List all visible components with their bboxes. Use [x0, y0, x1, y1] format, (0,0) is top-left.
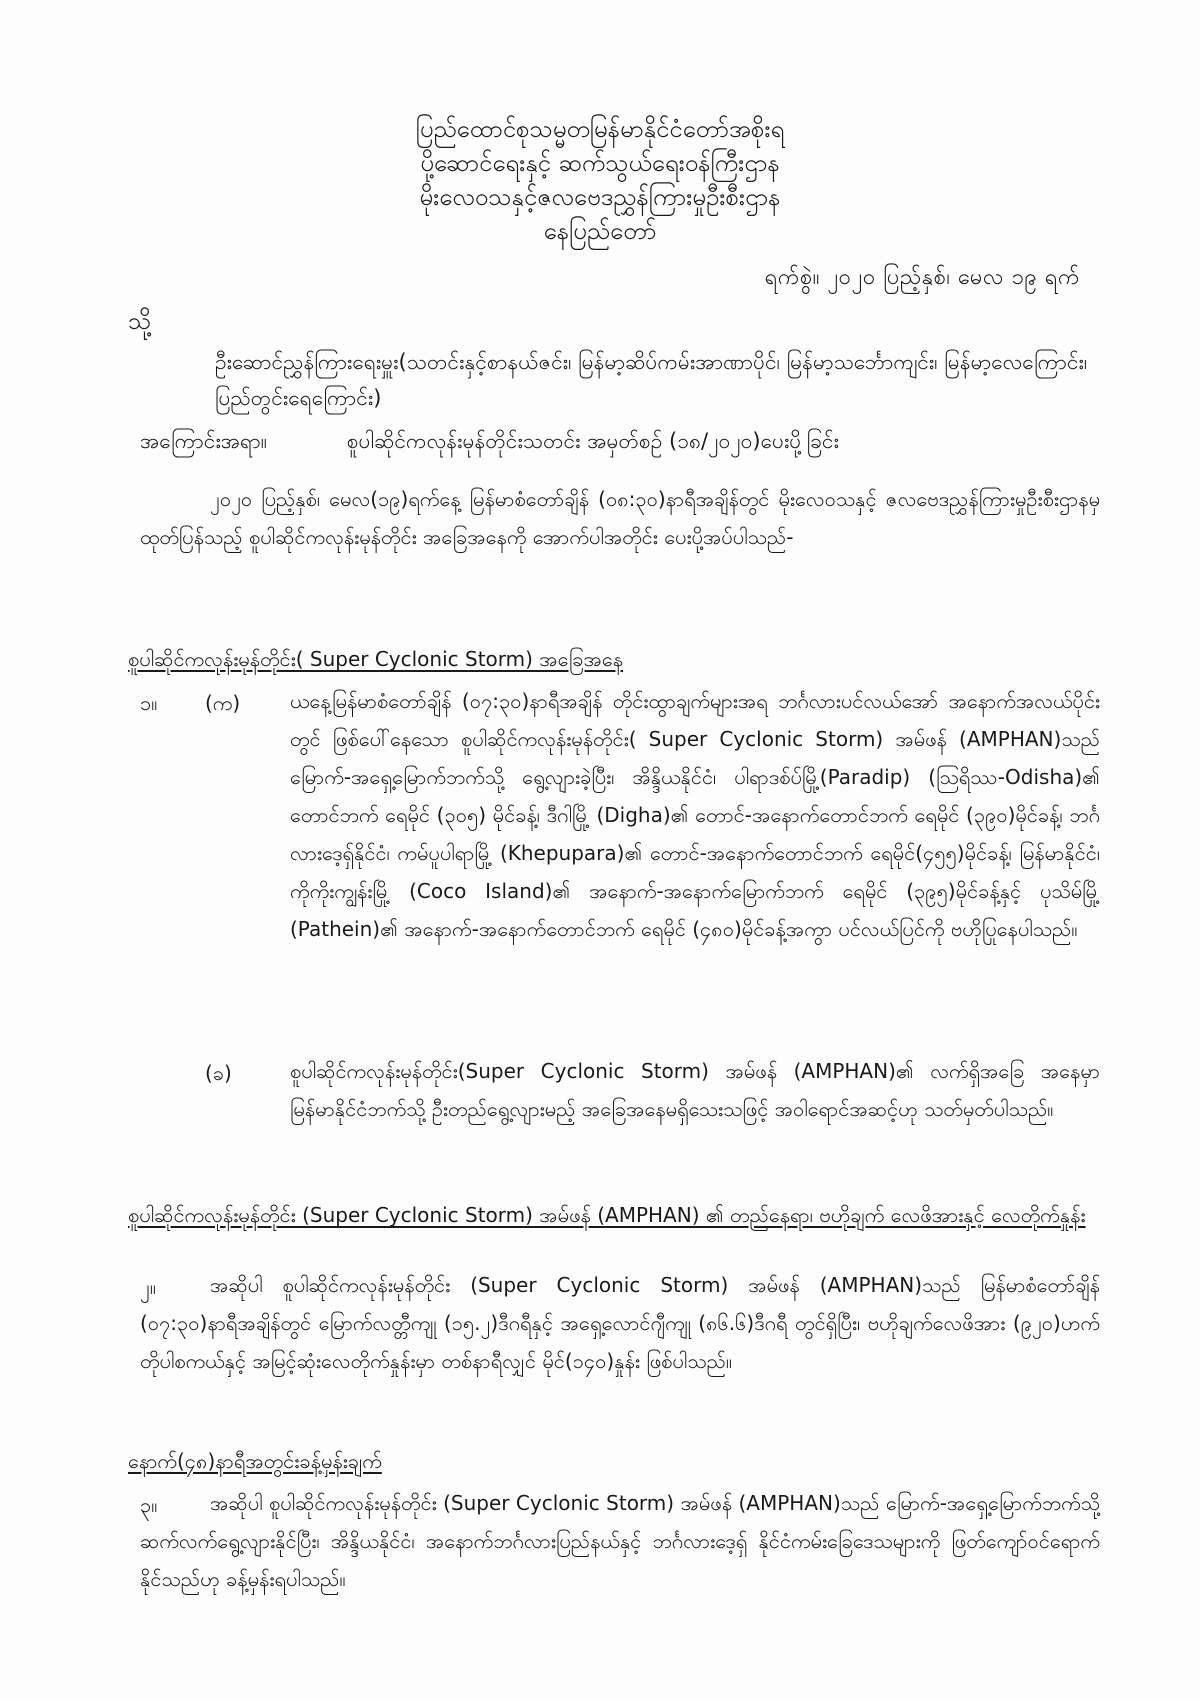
letterhead-ministry: ပို့ဆောင်ရေးနှင့် ဆက်သွယ်ရေးဝန်ကြီးဌာန [420, 149, 780, 177]
letterhead-government: ပြည်ထောင်စုသမ္မတမြန်မာနိုင်ငံတော်အစိုးရ [415, 115, 785, 143]
subject-label: အကြောင်းအရာ။ [140, 429, 268, 453]
date-reference: ရက်စွဲ။ ၂၀၂၀ ပြည့်နှစ်၊ မေလ ၁၉ ရက် [764, 265, 1080, 290]
section2-number: ၂။ [140, 1275, 156, 1299]
intro-paragraph: ၂၀၂၀ ပြည့်နှစ်၊ မေလ(၁၉)ရက်နေ့ မြန်မာစံတော်ချိန် (၀၈:၃၀)နာရီအချိန်တွင် မိုးလေဝသနှင့် ဇလဗေဒညွှန်ကြားမှုဦးစီးဌာနမှ ထုတ်ပြန်သည့် စူပါဆိုင်ကလုန်းမုန်တိုင်း အခြေအနေကို အောက်ပါအတိုင်း ပေးပို့အပ်ပါသည်- [140, 487, 1100, 549]
letterhead-city: နေပြည်တော် [543, 217, 657, 245]
section3-number: ၃။ [140, 1493, 158, 1517]
section1-b-label: (ခ) [205, 1061, 232, 1085]
recipient: ဦးဆောင်ညွှန်ကြားရေးမှူး(သတင်းနှင့်စာနယ်ဇင်း၊ မြန်မာ့ဆိပ်ကမ်းအာဏာပိုင်၊ မြန်မာ့သင်္ဘောကျင်း၊ မြန်မာ့လေကြောင်း၊ ပြည်တွင်းရေကြောင်း) [215, 350, 1088, 410]
section2-heading: စူပါဆိုင်ကလုန်းမုန်တိုင်း (Super Cyclonic Storm) အမ်ဖန် (AMPHAN) ၏ တည်နေရာ၊ ဗဟိုချက် လေဖိအားနှင့် လေတိုက်နှုန်း [128, 1203, 1086, 1227]
letterhead [0, 112, 1200, 248]
to-label: သို့ [128, 307, 152, 335]
section3-heading: နောက်(၄၈)နာရီအတွင်းခန့်မှန်းချက် [128, 1449, 382, 1473]
letterhead-department: မိုးလေဝသနှင့်ဇလဗေဒညွှန်ကြားမှုဦးစီးဌာန [419, 183, 781, 211]
subject-text: စူပါဆိုင်ကလုန်းမုန်တိုင်းသတင်း အမှတ်စဉ် (၁၈/၂၀၂၀)ပေးပို့ခြင်း [346, 429, 839, 453]
subject-line [140, 428, 1100, 459]
section2-text: အဆိုပါ စူပါဆိုင်ကလုန်းမုန်တိုင်း (Super Cyclonic Storm) အမ်ဖန် (AMPHAN)သည် မြန်မာစံတော်ချိန် (၀၇:၃၀)နာရီအချိန်တွင် မြောက်လတ္တီကျု (၁၅.၂)ဒီဂရီနှင့် အရှေ့လောင်ဂျီကျု (၈၆.၆)ဒီဂရီ တွင်ရှိပြီး၊ ဗဟိုချက်လေဖိအား (၉၂၀)ဟက်တိုပါစကယ်နှင့် အမြင့်ဆုံးလေတိုက်နှုန်းမှာ တစ်နာရီလျှင် မိုင်(၁၄၀)နှုန်း ဖြစ်ပါသည်။ [140, 1273, 1100, 1373]
section1-heading: စူပါဆိုင်ကလုန်းမုန်တိုင်း( Super Cyclonic Storm) အခြေအနေ [128, 647, 624, 671]
section1-number: ၁။ [140, 691, 158, 715]
section1-a-label: (က) [205, 691, 241, 715]
section3-text: အဆိုပါ စူပါဆိုင်ကလုန်းမုန်တိုင်း (Super Cyclonic Storm) အမ်ဖန် (AMPHAN)သည် မြောက်-အရှေ့မြောက်ဘက်သို့ ဆက်လက်ရွေ့လျားနိုင်ပြီး၊ အိန္ဒိယနိုင်ငံ၊ အနောက်ဘင်္ဂလားပြည်နယ်နှင့် ဘင်္ဂလားဒေ့ရှ် နိုင်ငံကမ်းခြေဒေသများကို ဖြတ်ကျော်ဝင်ရောက်နိုင်သည်ဟု ခန့်မှန်းရပါသည်။ [140, 1491, 1100, 1591]
section1-b-text: စူပါဆိုင်ကလုန်းမုန်တိုင်း(Super Cyclonic Storm) အမ်ဖန် (AMPHAN)၏ လက်ရှိအခြေ အနေမှာ မြန်မာနိုင်ငံဘက်သို့ ဦးတည်ရွေ့လျားမည့် အခြေအနေမရှိသေးသဖြင့် အဝါရောင်အဆင့်ဟု သတ်မှတ်ပါသည်။ [290, 1059, 1100, 1121]
section1-a-text: ယနေ့မြန်မာစံတော်ချိန် (၀၇:၃၀)နာရီအချိန် တိုင်းထွာချက်များအရ ဘင်္ဂလားပင်လယ်အော် အနောက်အလယ်ပိုင်းတွင် ဖြစ်ပေါ်နေသော စူပါဆိုင်ကလုန်းမုန်တိုင်း( Super Cyclonic Storm) အမ်ဖန် (AMPHAN)သည် မြောက်-အရှေ့မြောက်ဘက်သို့ ရွေ့လျားခဲ့ပြီး၊ အိန္ဒိယနိုင်ငံ၊ ပါရာဒစ်ပ်မြို့(Paradip) (ဩရိဿ-Odisha)၏ တောင်ဘက် ရေမိုင် (၃၀၅) မိုင်ခန့်၊ ဒီဂါမြို့ (Digha)၏ တောင်-အနောက်တောင်ဘက် ရေမိုင် (၃၉၀)မိုင်ခန့်၊ ဘင်္ဂလားဒေ့ရှ်နိုင်ငံ၊ ကမ်ပူပါရာမြို့ (Khepupara)၏ တောင်-အနောက်တောင်ဘက် ရေမိုင်(၄၅၅)မိုင်ခန့်၊ မြန်မာနိုင်ငံ၊ ကိုကိုးကျွန်းမြို့ (Coco Island)၏ အနောက်-အနောက်မြောက်ဘက် ရေမိုင် (၃၉၅)မိုင်ခန့်နှင့် ပုသိမ်မြို့ (Pathein)၏ အနောက်-အနောက်တောင်ဘက် ရေမိုင် (၄၈၀)မိုင်ခန့်အကွာ ပင်လယ်ပြင်ကို ဗဟိုပြုနေပါသည်။ [290, 689, 1100, 941]
